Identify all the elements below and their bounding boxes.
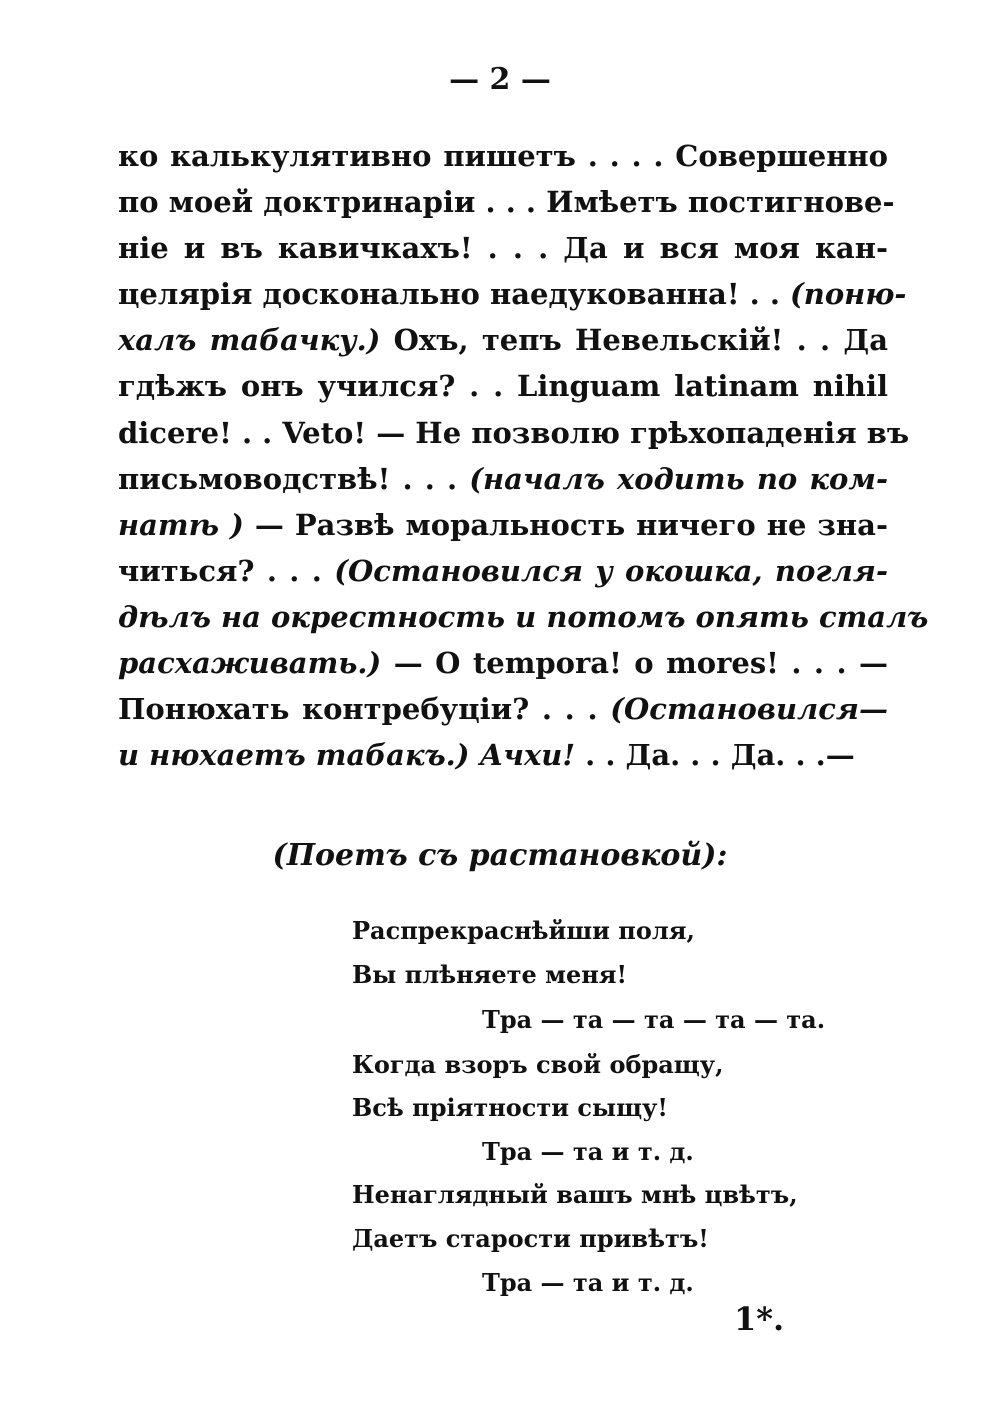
speech-text: ніе и въ кавичкахъ! . . . Да и вся моя кан- bbox=[118, 231, 888, 266]
prose-line bbox=[118, 410, 910, 456]
stage-direction: (Остановился у окошка, погля- bbox=[334, 553, 889, 588]
stage-direction: и нюхаетъ табакъ.) Ачхи! bbox=[118, 738, 576, 773]
verse-refrain: Тра — та — та — та — та. bbox=[482, 1005, 826, 1034]
speech-text: целярія досконально наедукованна! . . bbox=[118, 277, 791, 312]
verse-line: Вы плѣняете меня! bbox=[352, 960, 628, 989]
verse-refrain: Тра — та и т. д. bbox=[482, 1137, 694, 1166]
speech-text: читься? . . . bbox=[118, 553, 335, 588]
stage-direction: (Остановился— bbox=[610, 692, 888, 727]
speech-text: гдѣжъ онъ учился? . . Linguam latinam nihil bbox=[118, 369, 888, 404]
prose-line bbox=[118, 317, 888, 363]
stage-direction: натѣ ) bbox=[118, 507, 244, 542]
speech-text: — O tempora! o mores! . . . — bbox=[381, 646, 888, 681]
prose-line bbox=[118, 548, 888, 594]
verse-line: Ненаглядный вашъ мнѣ цвѣтъ, bbox=[352, 1180, 798, 1209]
speech-text: Понюхать контребуціи? . . . bbox=[118, 692, 611, 727]
prose-line bbox=[118, 594, 929, 640]
prose-line bbox=[118, 363, 888, 409]
prose-line bbox=[118, 179, 895, 225]
page-number: — 2 — bbox=[449, 62, 551, 97]
prose-text bbox=[118, 133, 929, 778]
speech-text: dicere! . . Veto! — Не позволю грѣхопаденія въ bbox=[118, 415, 910, 450]
signature-mark: 1*. bbox=[734, 1300, 785, 1338]
prose-line bbox=[118, 456, 888, 502]
stage-direction: (началъ ходить по ком- bbox=[469, 461, 888, 496]
prose-line bbox=[118, 225, 888, 271]
prose-line bbox=[118, 502, 888, 548]
speech-text: Охъ, тепъ Невельскій! . . Да bbox=[380, 323, 888, 358]
stage-direction: халъ табачку.) bbox=[118, 323, 381, 358]
prose-line bbox=[118, 133, 888, 179]
stage-direction: (поню- bbox=[790, 277, 907, 312]
prose-line bbox=[118, 271, 907, 317]
prose-line bbox=[118, 732, 888, 778]
verse-line: Распрекраснѣйши поля, bbox=[352, 916, 695, 945]
speech-text: письмоводствѣ! . . . bbox=[118, 461, 470, 496]
verse-refrain: Тра — та и т. д. bbox=[482, 1268, 694, 1297]
stage-direction: расхаживать.) bbox=[118, 646, 382, 681]
speech-text: . . Да. . . Да. . .— bbox=[575, 738, 855, 773]
verse-line: Даетъ старости привѣтъ! bbox=[352, 1224, 709, 1253]
speech-text: — Развѣ моральность ничего не зна- bbox=[243, 507, 888, 542]
verse-line: Всѣ пріятности сыщу! bbox=[352, 1093, 668, 1122]
speech-text: ко калькулятивно пишетъ . . . . Совершенно bbox=[118, 139, 888, 173]
song-heading: (Поетъ съ растановкой): bbox=[272, 838, 728, 873]
verse-line: Когда взоръ свой обращу, bbox=[352, 1050, 724, 1079]
prose-line bbox=[118, 686, 888, 732]
prose-line bbox=[118, 640, 888, 686]
speech-text: по моей доктринаріи . . . Имѣетъ постигнове- bbox=[118, 185, 895, 220]
stage-direction: дѣлъ на окрестность и потомъ опять сталъ bbox=[118, 599, 929, 634]
